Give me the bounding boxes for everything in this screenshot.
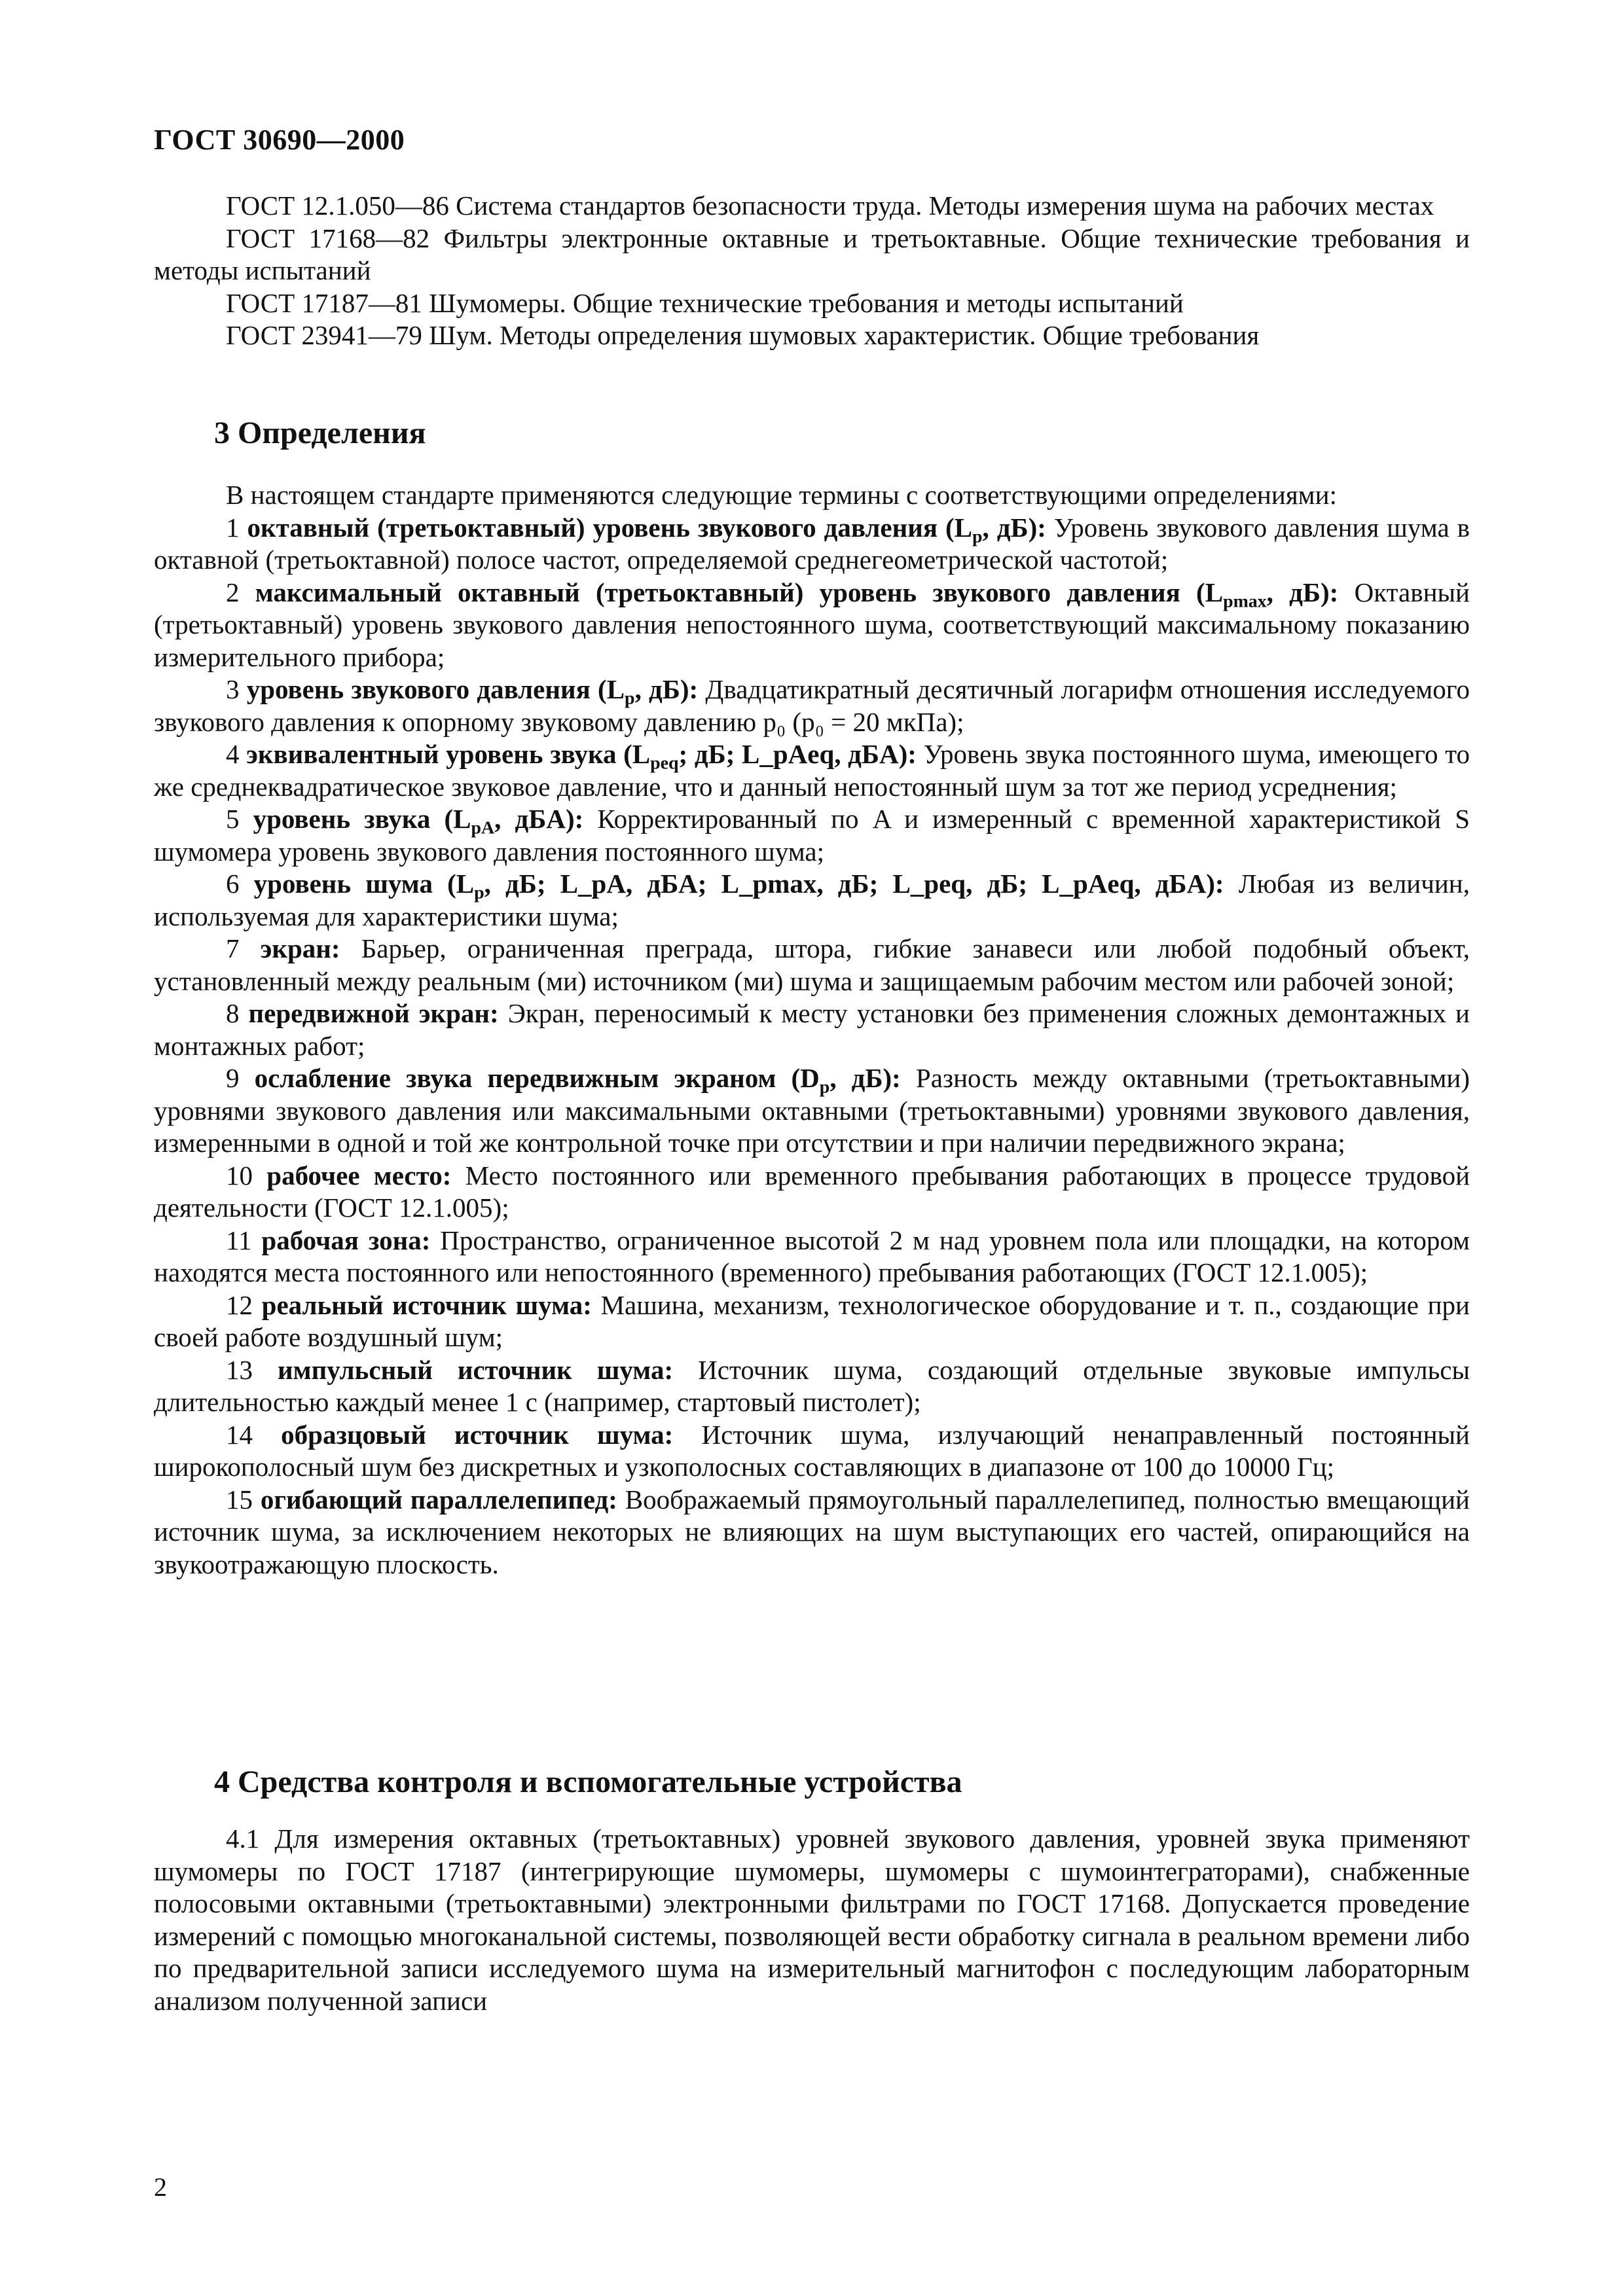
definition-number: 9 (226, 1063, 255, 1093)
definitions-list (154, 479, 1470, 1581)
definition-number: 4 (226, 739, 247, 769)
section-4-heading-wrap (154, 1763, 1470, 1802)
definition-number: 2 (226, 577, 255, 607)
definition-number: 1 (226, 512, 247, 543)
definition-term: максимальный октавный (третьоктавный) уровень звукового давления ($L_{pmax}$, дБ): (255, 577, 1339, 611)
gost-header: ГОСТ 30690—2000 (154, 124, 405, 156)
definition-text: Уровень звука постоянного шума, имеющего то же среднеквадратическое звуковое давление, что и данный непостоянный шум за тот же период усреднения; (154, 739, 1470, 802)
definition-term: рабочая зона: (261, 1225, 431, 1255)
definition-term: октавный (третьоктавный) уровень звукового давления ($L_p$, дБ): (247, 512, 1046, 547)
definition-text: Корректированный по A и измеренный с временной характеристикой S шумомера уровень звукового давления постоянного шума; (154, 804, 1470, 867)
definition-text: Барьер, ограниченная преграда, штора, гибкие занавеси или любой подобный объект, установленный между реальным (ми) источником (ми) шума и защищаемым рабочим местом или рабочей зоной; (154, 933, 1470, 996)
definition-item (154, 512, 1470, 577)
paragraph-4-1: 4.1 Для измерения октавных (третьоктавных) уровней звукового давления, уровней звука применяют шумомеры по ГОСТ 17187 (интегрирующие шумомеры, шумомеры с шумоинтеграторами), снабженные полосовыми октавными (третьоктавными) электронными фильтрами по ГОСТ 17168. Допускается проведение измерений с помощью многоканальной системы, позволяющей вести обработку сигнала в реальном времени либо по предварительной записи исследуемого шума на измерительный магнитофон с последующим лабораторным анализом полученной записи (154, 1823, 1470, 2016)
definition-item (154, 577, 1470, 674)
definition-item (154, 1419, 1470, 1484)
definition-term: огибающий параллелепипед: (260, 1484, 617, 1515)
definition-item (154, 803, 1470, 868)
definition-number: 5 (226, 804, 253, 834)
definition-term: рабочее место: (266, 1160, 452, 1191)
definitions-container (154, 512, 1470, 1581)
definition-term: передвижной экран: (248, 998, 499, 1028)
definition-number: 6 (226, 869, 254, 899)
definition-item (154, 997, 1470, 1062)
definition-item (154, 1484, 1470, 1581)
definition-term: уровень звукового давления ($L_p$, дБ): (246, 674, 699, 709)
definition-item (154, 1354, 1470, 1419)
definition-text: Двадцатикратный десятичный логарифм отношения исследуемого звукового давления к опорному звуковому давлению p₀ (p₀ = 20 мкПа); (154, 674, 1470, 737)
section-4-title: 4 Средства контроля и вспомогательные устройства (214, 1765, 962, 1799)
definition-number: 3 (226, 674, 247, 704)
definition-term: ослабление звука передвижным экраном ($D_p$, дБ): (254, 1063, 901, 1098)
definition-text: Пространство, ограниченное высотой 2 м над уровнем пола или площадки, на котором находятся места постоянного или непостоянного (временного) пребывания работающих (ГОСТ 12.1.005); (154, 1225, 1470, 1287)
definition-text: Октавный (третьоктавный) уровень звукового давления непостоянного шума, соответствующий максимальному показанию измерительного прибора; (154, 577, 1470, 672)
definition-text: Источник шума, излучающий ненаправленный постоянный широкополосный шум без дискретных и узкополосных составляющих в диапазоне от 100 до 10000 Гц; (154, 1419, 1470, 1482)
definition-item (154, 933, 1470, 997)
definition-text: Машина, механизм, технологическое оборудование и т. п., создающие при своей работе воздушный шум; (154, 1289, 1470, 1352)
definition-term: уровень шума ($L_p$, дБ; L_pA, дБA; L_pmax, дБ; L_peq, дБ; L_pAeq, дБA): (253, 869, 1224, 903)
reference-item: ГОСТ 17187—81 Шумомеры. Общие технические требования и методы испытаний (226, 287, 1184, 318)
definition-number: 10 (226, 1160, 267, 1191)
references-list (154, 190, 1470, 352)
definition-term: импульсный источник шума: (278, 1354, 674, 1385)
definition-term: уровень звука ($L_{pA}$, дБA): (253, 804, 584, 838)
section-3-title: 3 Определения (214, 416, 426, 450)
definition-item (154, 1225, 1470, 1289)
definition-text: Место постоянного или временного пребывания работающих в процессе трудовой деятельности (ГОСТ 12.1.005); (154, 1160, 1470, 1223)
definition-item (154, 673, 1470, 738)
page-number: 2 (154, 2172, 167, 2202)
definition-number: 14 (226, 1419, 282, 1450)
definition-item (154, 1289, 1470, 1354)
definition-text: Уровень звукового давления шума в октавной (третьоктавной) полосе частот, определяемой среднегеометрической частотой; (154, 512, 1470, 575)
definition-term: образцовый источник шума: (281, 1419, 674, 1450)
definition-text: Экран, переносимый к месту установки без применения сложных демонтажных и монтажных работ; (154, 998, 1470, 1061)
definition-term: экран: (260, 933, 340, 963)
definition-item (154, 1160, 1470, 1225)
definition-number: 8 (226, 998, 249, 1028)
definition-text: Любая из величин, используемая для характеристики шума; (154, 869, 1470, 931)
definition-item (154, 868, 1470, 933)
definition-text: Источник шума, создающий отдельные звуковые импульсы длительностью каждый менее 1 с (например, стартовый пистолет); (154, 1354, 1470, 1417)
definition-number: 13 (226, 1354, 278, 1385)
definition-term: реальный источник шума: (261, 1289, 592, 1320)
section-3-heading-wrap (154, 414, 1470, 453)
definition-text: Разность между октавными (третьоктавными) уровнями звукового давления или максимальными октавными (третьоктавными) уровнями звукового давления, измеренными в одной и той же контрольной точке при отсутствии и при наличии передвижного экрана; (154, 1063, 1470, 1158)
reference-item: ГОСТ 17168—82 Фильтры электронные октавные и третьоктавные. Общие технические требования и методы испытаний (154, 223, 1470, 285)
definition-number: 7 (226, 933, 261, 963)
definition-number: 15 (226, 1484, 261, 1515)
definition-number: 12 (226, 1289, 262, 1320)
definition-text: Воображаемый прямоугольный параллелепипед, полностью вмещающий источник шума, за исключением некоторых не влияющих на шум выступающих его частей, опирающийся на звукоотражающую плоскость. (154, 1484, 1470, 1579)
definition-item (154, 1062, 1470, 1160)
definition-number: 11 (226, 1225, 262, 1255)
definition-term: эквивалентный уровень звука ($L_{peq}$; дБ; L_pAeq, дБA): (246, 739, 917, 774)
section-3-intro: В настоящем стандарте применяются следующие термины с соответствующими определениями: (226, 480, 1337, 510)
reference-item: ГОСТ 12.1.050—86 Система стандартов безопасности труда. Методы измерения шума на рабочих местах (226, 190, 1434, 221)
definition-item (154, 738, 1470, 803)
section-4-text (154, 1823, 1470, 2017)
reference-item: ГОСТ 23941—79 Шум. Методы определения шумовых характеристик. Общие требования (226, 320, 1260, 350)
